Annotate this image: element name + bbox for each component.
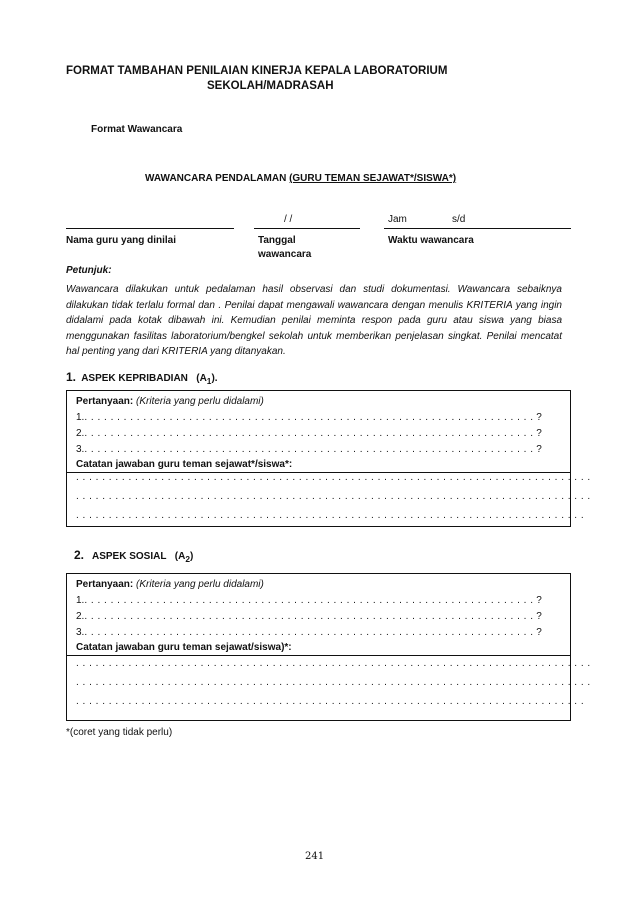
section-1-question-2[interactable]: 2.. . . . . . . . . . . . . . . . . . . . . . . . . . . . . . . . . . . . . . . . . . . . . . . . . . . . . . . . . . . . . . . . . . . . . ?: [76, 428, 542, 439]
interview-time-label: Waktu wawancara: [388, 235, 474, 246]
section-1-answer-line-1[interactable]: . . . . . . . . . . . . . . . . . . . . . . . . . . . . . . . . . . . . . . . . . . . . . . . . . . . . . . . . . . . . . . . . . . . . . . . . . . . . . . .: [76, 472, 591, 483]
subtitle: Format Wawancara: [91, 124, 183, 135]
section-2-answer-line-3[interactable]: . . . . . . . . . . . . . . . . . . . . . . . . . . . . . . . . . . . . . . . . . . . . . . . . . . . . . . . . . . . . . . . . . . . . . . . . . . . . . .: [76, 696, 585, 707]
date-label-line-1: Tanggal: [258, 235, 296, 246]
section-2-question-3[interactable]: 3.. . . . . . . . . . . . . . . . . . . . . . . . . . . . . . . . . . . . . . . . . . . . . . . . . . . . . . . . . . . . . . . . . . . . . ?: [76, 627, 542, 638]
section-1-number: 1.: [66, 370, 77, 384]
section-1-box: [66, 390, 591, 527]
section-2-title: ASPEK SOSIAL: [91, 551, 167, 562]
instructions-text: Wawancara dilakukan untuk pedalaman hasil observasi dan studi dokumentasi. Wawancara sebaiknya dilakukan tidak terlalu formal dan . Penilai dapat mengawali wawancara dengan menulis KRITERIA yang ingin didalami pada kotak dibawah ini. Kemudian penilai meminta respon pada guru atau siswa yang biasa menggunakan fasilitas laboratorium/bengkel sekolah untuk memberikan penjelasan singkat. Penilai mencatat hal penting yang dari KRITERIA yang ditanyakan.: [66, 284, 562, 357]
time-separator: s/d: [452, 214, 466, 225]
title-line-1: FORMAT TAMBAHAN PENILAIAN KINERJA KEPALA LABORATORIUM: [66, 65, 448, 77]
section-1-title: ASPEK KEPRIBADIAN: [81, 373, 188, 384]
section-1-question-3[interactable]: 3.. . . . . . . . . . . . . . . . . . . . . . . . . . . . . . . . . . . . . . . . . . . . . . . . . . . . . . . . . . . . . . . . . . . . . ?: [76, 444, 542, 455]
date-label-line-2: wawancara: [258, 249, 312, 260]
question-label: Pertanyaan:: [76, 579, 134, 590]
section-1-heading: [66, 370, 218, 386]
question-label: Pertanyaan:: [76, 396, 134, 407]
date-slashes: / /: [284, 214, 293, 225]
section-2-answer-label: Catatan jawaban guru teman sejawat/siswa)*:: [76, 642, 292, 653]
interview-date-label: [258, 234, 311, 262]
interview-date-line: [254, 228, 360, 229]
interview-fields: [66, 212, 571, 262]
document-title: [66, 64, 447, 94]
section-2-number: 2.: [74, 548, 85, 562]
teacher-name-line: [66, 228, 234, 229]
section-2-question-2[interactable]: 2.. . . . . . . . . . . . . . . . . . . . . . . . . . . . . . . . . . . . . . . . . . . . . . . . . . . . . . . . . . . . . . . . . . . . . ?: [76, 611, 542, 622]
page-number: 241: [305, 851, 325, 862]
section-2-divider: [66, 655, 571, 656]
instructions-heading: Petunjuk:: [66, 265, 112, 276]
section-1-question-header: [76, 396, 264, 407]
interview-heading: [145, 173, 456, 184]
section-1-question-1[interactable]: 1.. . . . . . . . . . . . . . . . . . . . . . . . . . . . . . . . . . . . . . . . . . . . . . . . . . . . . . . . . . . . . . . . . . . . . ?: [76, 412, 542, 423]
section-1-answer-line-2[interactable]: . . . . . . . . . . . . . . . . . . . . . . . . . . . . . . . . . . . . . . . . . . . . . . . . . . . . . . . . . . . . . . . . . . . . . . . . . . . . . . .: [76, 491, 591, 502]
section-2-suffix: ): [190, 551, 194, 562]
section-2-code: (A: [174, 551, 186, 562]
title-line-2: SEKOLAH/MADRASAH: [207, 80, 334, 92]
section-1-code: (A: [196, 373, 207, 384]
teacher-name-label: Nama guru yang dinilai: [66, 235, 177, 246]
section-2-subscript: 2: [185, 554, 190, 564]
interview-time-line: [384, 228, 571, 229]
section-2-question-header: [76, 579, 264, 590]
section-1-answer-label: Catatan jawaban guru teman sejawat*/siswa*:: [76, 459, 293, 470]
section-2-answer-line-2[interactable]: . . . . . . . . . . . . . . . . . . . . . . . . . . . . . . . . . . . . . . . . . . . . . . . . . . . . . . . . . . . . . . . . . . . . . . . . . . . . . . .: [76, 677, 591, 688]
section-2-answer-line-1[interactable]: . . . . . . . . . . . . . . . . . . . . . . . . . . . . . . . . . . . . . . . . . . . . . . . . . . . . . . . . . . . . . . . . . . . . . . . . . . . . . . .: [76, 658, 591, 669]
section-2-question-1[interactable]: 1.. . . . . . . . . . . . . . . . . . . . . . . . . . . . . . . . . . . . . . . . . . . . . . . . . . . . . . . . . . . . . . . . . . . . . ?: [76, 595, 542, 606]
question-hint: (Kriteria yang perlu didalami): [136, 396, 264, 407]
question-hint: (Kriteria yang perlu didalami): [136, 579, 264, 590]
section-2-heading: [74, 548, 193, 564]
footnote: *(coret yang tidak perlu): [66, 727, 173, 738]
section-2-box: [66, 573, 591, 721]
section-1-subscript: 1: [206, 376, 212, 386]
section-1-suffix: ).: [211, 373, 218, 384]
time-start-label: Jam: [388, 214, 407, 225]
heading-prefix: WAWANCARA PENDALAMAN: [145, 173, 290, 184]
heading-underlined: (GURU TEMAN SEJAWAT*/SISWA*): [289, 173, 457, 184]
section-1-answer-line-3[interactable]: . . . . . . . . . . . . . . . . . . . . . . . . . . . . . . . . . . . . . . . . . . . . . . . . . . . . . . . . . . . . . . . . . . . . . . . . . . . . . .: [76, 510, 585, 521]
